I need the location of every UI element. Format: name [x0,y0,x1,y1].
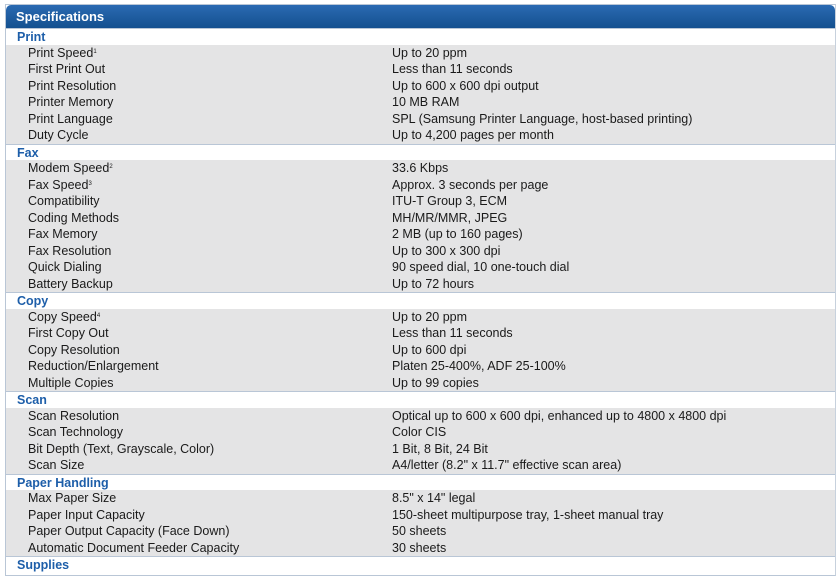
spec-value: Up to 20 ppm [392,309,468,324]
spec-value: Up to 600 x 600 dpi output [392,78,539,93]
table-row [6,177,835,194]
spec-label-text: Fax Speed [28,177,89,192]
spec-label-text: Scan Technology [28,425,123,439]
section-title: Supplies [6,556,835,573]
spec-label [28,441,214,458]
spec-value: A4/letter (8.2" x 11.7" effective scan area) [392,458,622,472]
footnote-marker: 2 [109,164,113,170]
table-row [6,408,835,425]
section-print [6,28,835,144]
spec-label [28,325,109,342]
spec-label [28,45,97,62]
spec-label-text: Battery Backup [28,276,113,291]
table-row [6,490,835,507]
table-row [6,523,835,540]
section-rows [6,490,835,556]
spec-value: Up to 300 x 300 dpi [392,243,501,258]
spec-value: 1 Bit, 8 Bit, 24 Bit [392,441,488,456]
section-title: Scan [6,391,835,408]
table-row [6,210,835,227]
spec-value: 2 MB (up to 160 pages) [392,227,523,241]
spec-label-text: Fax Resolution [28,243,112,258]
spec-value: 10 MB RAM [392,95,460,109]
spec-value: SPL (Samsung Printer Language, host-based printing) [392,111,693,126]
spec-label-text: Quick Dialing [28,260,102,274]
spec-label-text: Compatibility [28,194,100,208]
spec-value: Up to 99 copies [392,375,479,390]
section-copy [6,292,835,391]
spec-label-text: Coding Methods [28,210,120,225]
table-row [6,342,835,359]
table-row [6,309,835,326]
spec-label [28,490,116,507]
spec-value: Platen 25-400%, ADF 25-100% [392,359,566,373]
section-title: Copy [6,292,835,309]
table-row [6,375,835,392]
spec-value: Up to 20 ppm [392,45,468,60]
spec-value: 33.6 Kbps [392,161,449,175]
spec-value: ITU-T Group 3, ECM [392,194,508,208]
spec-label-text: Print Speed [28,45,94,60]
spec-label-text: Print Language [28,111,113,126]
spec-label-text: Copy Speed [28,309,97,324]
spec-value: Color CIS [392,425,447,439]
section-title: Fax [6,144,835,161]
table-row [6,127,835,144]
spec-label-text: Scan Size [28,458,85,472]
spec-label-text: Bit Depth (Text, Grayscale, Color) [28,441,215,456]
spec-label-text: First Copy Out [28,326,109,340]
spec-value: 150-sheet multipurpose tray, 1-sheet manual tray [392,507,664,522]
table-row [6,111,835,128]
table-row [6,160,835,177]
spec-label-text: Paper Output Capacity (Face Down) [28,524,230,538]
section-rows [6,309,835,392]
spec-value: Less than 11 seconds [392,62,513,76]
spec-label [28,424,123,441]
table-header [6,5,835,28]
section-rows [6,45,835,144]
section-scan [6,391,835,474]
spec-value: 50 sheets [392,524,447,538]
spec-label [28,160,113,177]
section-paper-handling [6,474,835,557]
spec-value: Up to 72 hours [392,276,474,291]
spec-label-text: Automatic Document Feeder Capacity [28,540,240,555]
spec-label [28,61,105,78]
spec-label [28,523,229,540]
table-row [6,193,835,210]
spec-label [28,78,116,95]
header-title: Specifications [16,9,105,24]
section-rows [6,160,835,292]
spec-label [28,127,88,144]
spec-label [28,408,119,425]
table-row [6,226,835,243]
table-row [6,276,835,293]
spec-label [28,342,120,359]
spec-label-text: Max Paper Size [28,491,117,505]
table-row [6,259,835,276]
spec-label-text: Fax Memory [28,227,98,241]
table-row [6,78,835,95]
footnote-marker: 3 [88,180,92,187]
spec-label [28,309,100,326]
table-row [6,243,835,260]
spec-label [28,226,97,243]
spec-value: Less than 11 seconds [392,326,513,340]
spec-label-text: Print Resolution [28,78,117,93]
spec-label [28,507,145,524]
spec-label [28,94,113,111]
spec-label [28,243,111,260]
spec-value: Approx. 3 seconds per page [392,177,549,192]
spec-label [28,259,102,276]
sections-container [6,28,835,573]
spec-label-text: Scan Resolution [28,408,120,423]
spec-label [28,276,113,293]
spec-label-text: First Print Out [28,62,106,76]
section-title: Print [6,28,835,45]
spec-label-text: Reduction/Enlargement [28,359,159,373]
spec-label [28,358,159,375]
table-row [6,358,835,375]
spec-label [28,540,239,557]
table-row [6,457,835,474]
spec-value: Optical up to 600 x 600 dpi, enhanced up to 4800 x 4800 dpi [392,408,727,423]
spec-value: 8.5" x 14" legal [392,491,476,505]
table-row [6,61,835,78]
table-row [6,507,835,524]
spec-label-text: Multiple Copies [28,375,114,390]
spec-value: Up to 600 dpi [392,342,467,357]
table-row [6,441,835,458]
spec-label [28,193,100,210]
spec-label [28,177,92,194]
table-row [6,325,835,342]
spec-label-text: Copy Resolution [28,342,120,357]
spec-label [28,457,84,474]
section-rows [6,408,835,474]
spec-value: 90 speed dial, 10 one-touch dial [392,260,570,274]
table-row [6,45,835,62]
spec-label-text: Duty Cycle [28,128,89,142]
spec-value: MH/MR/MMR, JPEG [392,210,508,225]
section-title: Paper Handling [6,474,835,491]
footnote-marker: 1 [93,48,97,55]
spec-value: Up to 4,200 pages per month [392,128,554,142]
spec-label [28,375,113,392]
table-row [6,540,835,557]
spec-value: 30 sheets [392,540,447,555]
spec-label [28,111,113,128]
footnote-marker: 4 [96,312,101,319]
spec-label-text: Paper Input Capacity [28,507,145,522]
spec-label-text: Modem Speed [28,161,110,175]
spec-label-text: Printer Memory [28,95,114,109]
specifications-table [5,4,836,576]
table-row [6,94,835,111]
spec-label [28,210,119,227]
table-row [6,424,835,441]
section-fax [6,144,835,293]
section-supplies [6,556,835,573]
